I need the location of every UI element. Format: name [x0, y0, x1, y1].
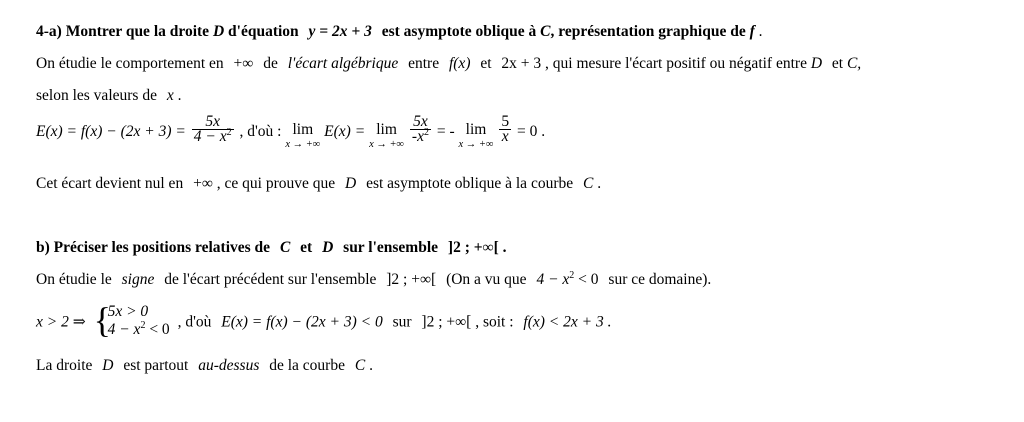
line-symbol: D — [102, 357, 114, 374]
text: La droite — [36, 357, 93, 374]
text: , d'où — [177, 313, 212, 331]
line-symbol: D — [212, 23, 225, 40]
lim-word: lim — [465, 121, 487, 138]
heading-text: est asymptote oblique à — [381, 23, 537, 40]
row-base: 4 − x — [107, 321, 141, 338]
lim-word: lim — [376, 121, 397, 138]
text: , ce qui prouve que — [216, 175, 336, 192]
text: , qui mesure l'écart positif ou négatif entre — [545, 55, 807, 72]
period: . — [758, 23, 763, 40]
fx: f(x) — [448, 55, 471, 72]
lim-sub: x → +∞ — [369, 139, 405, 150]
text: est asymptote oblique à la courbe — [366, 175, 574, 192]
result: = 0 . — [516, 123, 546, 141]
system-row-2 — [108, 321, 170, 339]
paragraph-2 — [36, 86, 181, 106]
text: entre — [408, 55, 440, 72]
exponent: 2 — [140, 320, 146, 331]
denominator: x — [499, 129, 511, 144]
ecart-expression: E(x) = f(x) − (2x + 3) = — [36, 123, 186, 141]
variable-x: x — [166, 87, 174, 104]
numerator: 5x — [205, 113, 220, 130]
interval: ]2 ; +∞[ — [421, 313, 472, 331]
function-symbol: f — [749, 23, 755, 40]
conclusion: f(x) < 2x + 3 . — [523, 313, 612, 331]
heading-text: et — [300, 239, 313, 256]
text: On étudie le comportement en — [36, 55, 224, 72]
brace: { — [93, 300, 111, 340]
paragraph-4 — [36, 270, 711, 290]
text: de la courbe — [269, 357, 345, 374]
text: = - — [436, 123, 455, 141]
text: sur ce domaine). — [608, 271, 712, 288]
den-base: -x — [411, 128, 424, 145]
den-base: 4 − x — [193, 128, 227, 145]
paragraph-3 — [36, 174, 601, 194]
curve-symbol: C, — [846, 55, 862, 72]
fraction-ecart — [192, 115, 234, 144]
hypothesis: x > 2 — [36, 313, 69, 331]
plus-infinity: +∞ — [233, 55, 254, 72]
text: et — [480, 55, 492, 72]
interval: ]2 ; +∞[ — [386, 271, 437, 288]
numerator: 5 — [501, 113, 510, 130]
interval: ]2 ; +∞[ . — [447, 239, 507, 256]
ex: E(x) = — [324, 123, 366, 141]
fraction-2 — [410, 115, 431, 144]
ecart-inequality: E(x) = f(x) − (2x + 3) < 0 — [221, 313, 383, 331]
heading-text: sur l'ensemble — [343, 239, 439, 256]
paragraph-5 — [36, 300, 612, 345]
denominator — [410, 129, 431, 144]
lim-word: lim — [292, 121, 314, 138]
line-symbol: D — [345, 175, 357, 192]
text: , soit : — [475, 313, 514, 331]
limit-2 — [369, 121, 404, 151]
ecart-algebrique: l'écart algébrique — [287, 55, 399, 72]
exponent: 2 — [423, 127, 429, 138]
curve-symbol: C — [279, 239, 291, 256]
period: . — [597, 175, 602, 192]
heading-text: Montrer que la droite — [65, 23, 210, 40]
curve-symbol: C — [354, 357, 366, 374]
curve-symbol: C — [583, 175, 594, 192]
limit-3 — [459, 121, 494, 151]
implies-arrow: ⇒ — [72, 313, 86, 331]
heading-text: , représentation graphique de — [550, 23, 746, 40]
limit-1 — [285, 121, 320, 151]
line-symbol: D — [810, 55, 823, 72]
paragraph-6 — [36, 356, 373, 376]
period: . — [369, 357, 373, 374]
text: < 0 — [578, 271, 599, 288]
question-label: 4-a) — [36, 23, 62, 40]
exponent: 2 — [569, 270, 575, 281]
equation: y = 2x + 3 — [308, 23, 372, 40]
lim-sub: x → +∞ — [285, 139, 321, 150]
au-dessus: au-dessus — [198, 357, 260, 374]
period: . — [177, 87, 182, 104]
plus-infinity: +∞ — [193, 175, 213, 192]
text: est partout — [123, 357, 189, 374]
text: et — [831, 55, 844, 72]
text: Cet écart devient nul en — [36, 175, 184, 192]
text: On étudie le — [36, 271, 112, 288]
question-b-heading — [36, 238, 507, 258]
denominator — [192, 129, 234, 144]
text: sur — [392, 313, 412, 331]
fraction-3 — [499, 115, 511, 144]
signe: signe — [121, 271, 155, 288]
paragraph-1 — [36, 54, 861, 74]
linear-expr: 2x + 3 — [501, 55, 542, 72]
text: de l'écart précédent sur l'ensemble — [164, 271, 377, 288]
inequality-system — [93, 300, 170, 340]
exponent: 2 — [226, 127, 232, 138]
heading-text: Préciser les positions relatives de — [53, 239, 271, 256]
text: , d'où : — [239, 123, 282, 141]
text: selon les valeurs de — [36, 87, 157, 104]
question-label: b) — [36, 239, 50, 256]
text: de — [263, 55, 278, 72]
line-symbol: D — [322, 239, 334, 256]
curve-symbol: C — [540, 23, 551, 40]
system-row-1: 5x > 0 — [107, 303, 149, 320]
numerator: 5x — [413, 113, 428, 130]
ineq-base: 4 − x — [536, 271, 570, 288]
limit-formula — [36, 113, 546, 158]
lim-sub: x → +∞ — [458, 139, 494, 150]
question-4a-heading — [36, 22, 763, 42]
row-end: < 0 — [149, 321, 170, 338]
heading-text: d'équation — [228, 23, 299, 40]
text: (On a vu que — [446, 271, 527, 288]
